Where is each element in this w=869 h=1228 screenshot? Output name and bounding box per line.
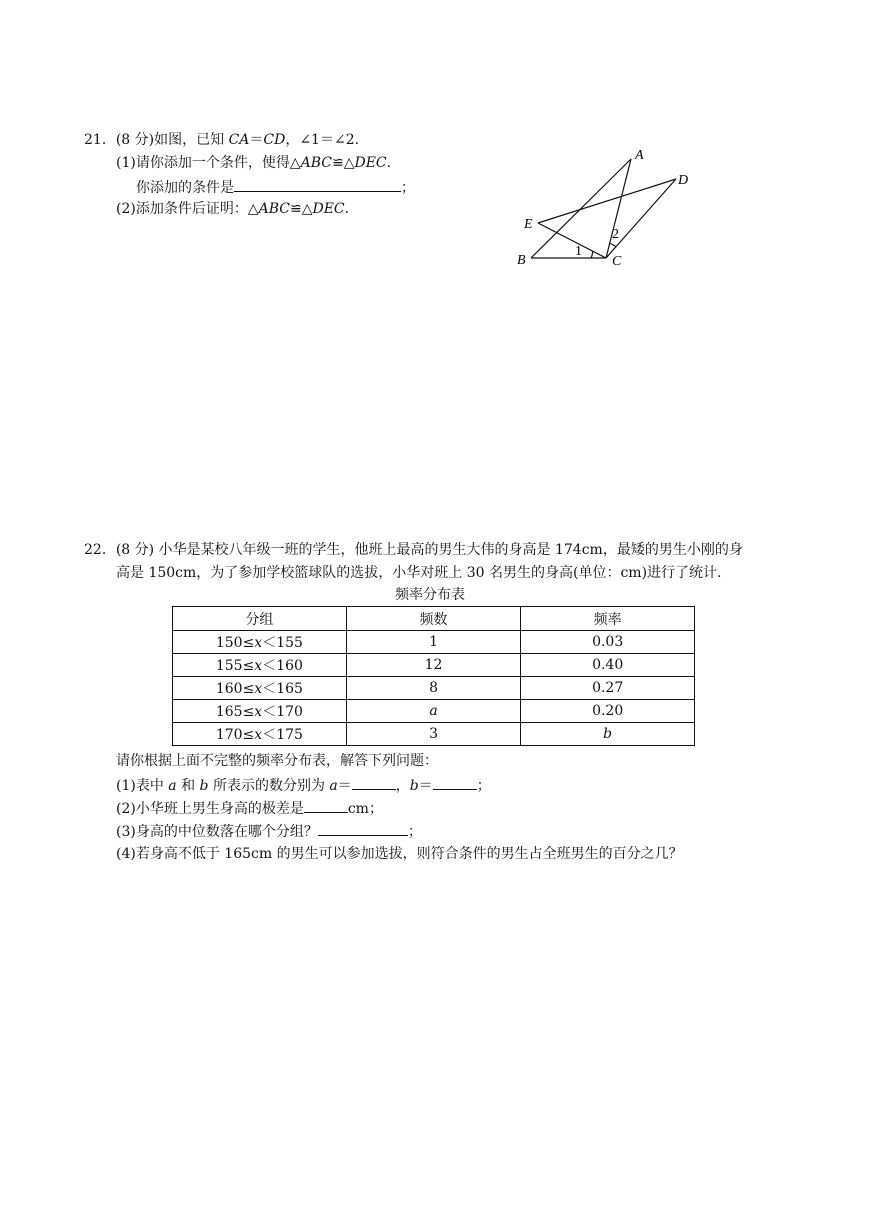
q21-sep: ， [285,132,300,148]
q22-instruction: 请你根据上面不完整的频率分布表，解答下列问题： [116,753,438,769]
cell-frequency: 0.20 [521,700,695,723]
q22-part3 [116,821,422,841]
q22-part4: (4)若身高不低于 165cm 的男生可以参加选拔，则符合条件的男生占全班男生的百分之几？ [116,846,683,862]
q21-ca: CA [228,132,250,148]
label-angle-2: 2 [612,227,619,242]
table-row [173,631,695,654]
group-lo: 165≤ [215,704,255,720]
q21-answer-blank[interactable] [234,177,401,192]
q21-part1-end: . [386,155,392,171]
p1-mid: 和 [176,778,200,794]
p1-pre: (1)表中 [116,778,169,794]
group-var: x [254,635,263,651]
group-hi: ＜175 [262,727,303,743]
q21-part2-cong: ≌△ [289,201,313,217]
q21-angle2: ∠2 [333,132,355,148]
header-count: 频数 [346,607,521,631]
p1-a: a [168,778,177,794]
q22-part2 [116,798,383,818]
q21-intro [84,131,359,149]
q21-part1b [136,177,415,197]
group-var: x [254,704,263,720]
group-hi: ＜165 [262,681,303,697]
header-group: 分组 [173,607,347,631]
cell-group [173,700,347,723]
q21-part1b-end: ； [401,180,415,196]
q22-part1 [116,775,491,795]
group-var: x [254,727,263,743]
group-lo: 170≤ [215,727,255,743]
group-var: x [254,658,263,674]
q21-part1-pre: (1)请你添加一个条件，使得△ [116,155,301,171]
table-row [173,700,695,723]
cell-frequency: b [521,723,695,746]
table-title: 频率分布表 [395,587,465,603]
angle-1-arc [591,251,593,258]
q21-part2-dec: DEC [312,201,345,217]
q21-part1 [116,154,391,172]
p1-end: ； [476,778,491,794]
q21-part2 [116,200,349,218]
q21-cd: CD [263,132,286,148]
blank-a[interactable] [352,775,396,790]
segment-ed [538,179,676,223]
label-e: E [524,217,533,232]
table-row [173,723,695,746]
p1-sep: ， [395,778,410,794]
q21-part2-end: . [344,201,350,217]
cell-group [173,631,347,654]
p1-mid2: 所表示的数分别为 [208,778,330,794]
q21-part2-abc: ABC [258,201,290,217]
p2-pre: (2)小华班上男生身高的极差是 [116,801,304,817]
p1-b: b [199,778,209,794]
p1-a2: a [329,778,338,794]
group-lo: 160≤ [215,681,255,697]
blank-median[interactable] [318,821,408,836]
q21-part1-abc: ABC [300,155,332,171]
angle-2-arc [610,243,616,246]
group-hi: ＜170 [262,704,303,720]
p1-eq1: ＝ [337,778,352,794]
label-a: A [635,148,644,163]
q21-figure [500,140,710,275]
label-d: D [678,173,689,188]
group-lo: 155≤ [215,658,255,674]
group-lo: 150≤ [215,635,255,651]
cell-count: 12 [346,654,521,677]
q21-part1-dec: DEC [354,155,387,171]
header-frequency: 频率 [521,607,695,631]
p3-pre: (3)身高的中位数落在哪个分组？ [116,824,318,840]
group-var: x [254,681,263,697]
table-row [173,654,695,677]
blank-b[interactable] [433,775,477,790]
p2-unit: cm； [347,801,383,817]
cell-count: 3 [346,723,521,746]
group-hi: ＜160 [262,658,303,674]
cell-group [173,723,347,746]
q21-intro-text: 如图，已知 [154,132,229,148]
cell-group [173,654,347,677]
q21-part1-cong: ≌△ [331,155,355,171]
cell-frequency: 0.27 [521,677,695,700]
group-hi: ＜155 [262,635,303,651]
p1-b2: b [409,778,419,794]
q21-eq: ＝ [249,132,264,148]
q21-angle1: ∠1 [299,132,320,148]
label-b: B [517,253,526,268]
cell-count: 8 [346,677,521,700]
q22-line2: 高是 150cm，为了参加学校篮球队的选拔，小华对班上 30 名男生的身高(单位：cm)进行了统计. [116,565,722,581]
table-header-row [173,607,695,631]
q22-line1: 22．(8 分) 小华是某校八年级一班的学生，他班上最高的男生大伟的身高是 174cm，最矮的男生小刚的身 [84,542,743,558]
q21-part2-pre: (2)添加条件后证明：△ [116,201,259,217]
q21-part1b-text: 你添加的条件是 [136,180,234,196]
label-angle-1: 1 [575,244,582,259]
q21-points: (8 分) [115,132,155,148]
q21-end: . [354,132,360,148]
cell-frequency: 0.03 [521,631,695,654]
frequency-table [172,606,695,746]
p1-eq2: ＝ [418,778,433,794]
cell-group [173,677,347,700]
table-row [173,677,695,700]
blank-range[interactable] [304,798,348,813]
q21-number: 21． [84,132,116,148]
label-c: C [612,254,622,269]
q21-eq2: ＝ [319,132,334,148]
cell-count: 1 [346,631,521,654]
cell-frequency: 0.40 [521,654,695,677]
cell-count: a [346,700,521,723]
p3-end: ； [407,824,422,840]
